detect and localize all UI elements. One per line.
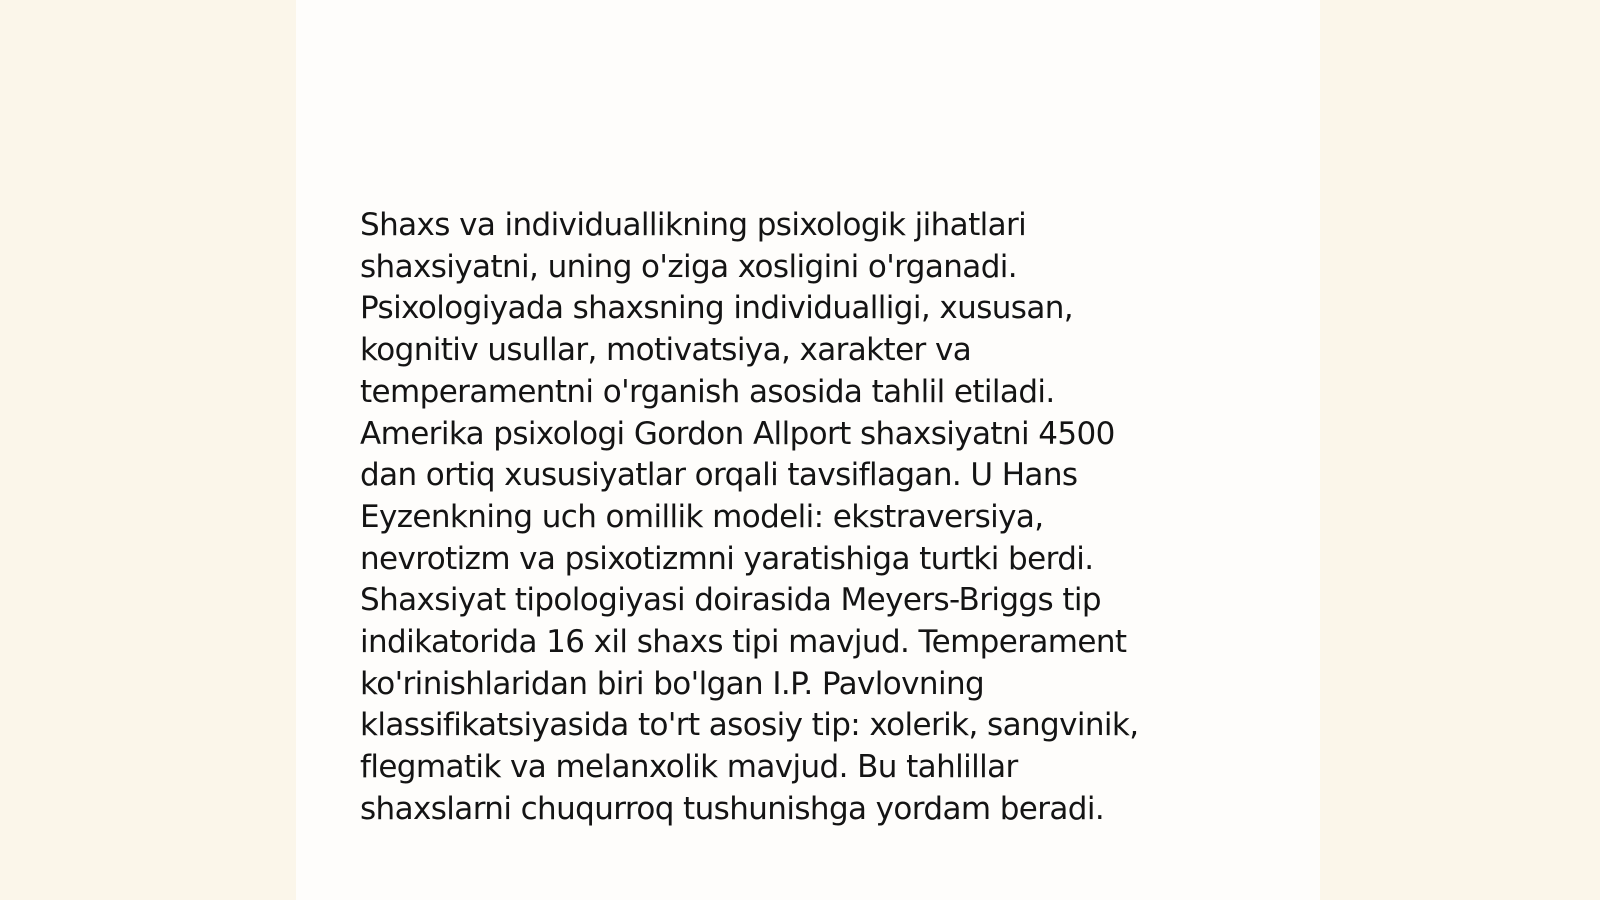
text-line: Amerika psixologi Gordon Allport shaxsiyatni 4500 <box>360 415 1115 452</box>
text-line: kognitiv usullar, motivatsiya, xarakter va <box>360 332 972 369</box>
text-line: flegmatik va melanxolik mavjud. Bu tahlillar <box>360 749 1018 786</box>
text-line: dan ortiq xususiyatlar orqali tavsiflagan. U Hans <box>360 457 1078 494</box>
text-line: nevrotizm va psixotizmni yaratishiga turtki berdi. <box>360 540 1094 577</box>
text-line: ko'rinishlaridan biri bo'lgan I.P. Pavlovning <box>360 665 985 702</box>
text-line: Shaxs va individuallikning psixologik jihatlari <box>360 207 1027 243</box>
text-line: Shaxsiyat tipologiyasi doirasida Meyers-Briggs tip <box>360 582 1101 619</box>
text-line: shaxsiyatni, uning o'ziga xosligini o'rganadi. <box>360 248 1018 285</box>
text-line: Psixologiyada shaxsning individualligi, xususan, <box>360 290 1074 327</box>
text-line: Eyzenkning uch omillik modeli: ekstraversiya, <box>360 498 1044 535</box>
body-paragraph <box>360 205 1260 831</box>
document-page <box>296 0 1320 900</box>
text-line: temperamentni o'rganish asosida tahlil etiladi. <box>360 373 1055 410</box>
text-line: indikatorida 16 xil shaxs tipi mavjud. Temperament <box>360 624 1127 661</box>
text-line: klassifikatsiyasida to'rt asosiy tip: xolerik, sangvinik, <box>360 707 1139 744</box>
text-line: shaxslarni chuqurroq tushunishga yordam beradi. <box>360 790 1105 827</box>
